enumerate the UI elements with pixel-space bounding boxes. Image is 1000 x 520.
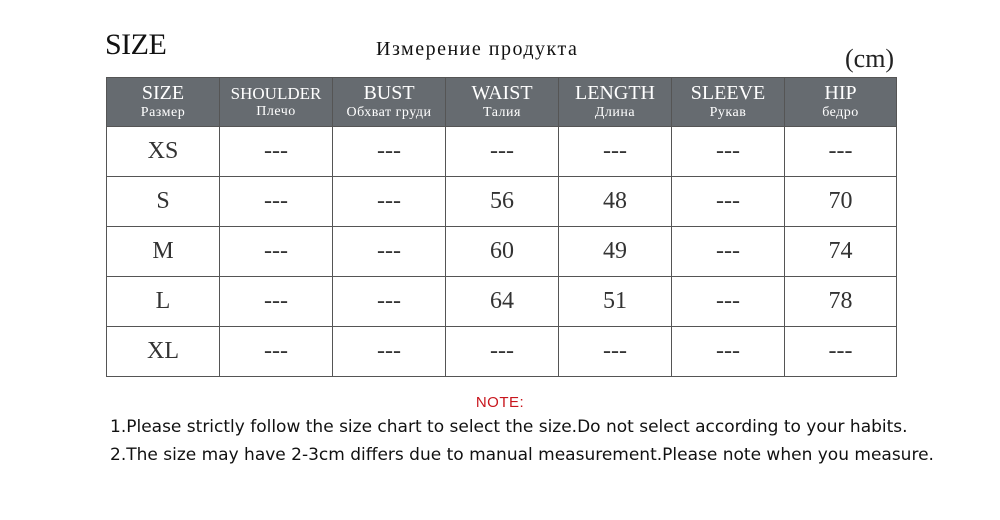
length-cell: 49 bbox=[559, 227, 672, 277]
sleeve-cell: --- bbox=[672, 177, 785, 227]
column-header-length: LENGTH Длина bbox=[559, 78, 672, 127]
table-row bbox=[107, 127, 897, 177]
note-line-2: 2.The size may have 2-3cm differs due to manual measurement.Please note when you measure. bbox=[110, 445, 934, 465]
size-chart-table bbox=[106, 77, 897, 377]
waist-cell: 60 bbox=[446, 227, 559, 277]
table-row bbox=[107, 177, 897, 227]
size-title: SIZE bbox=[105, 28, 167, 61]
column-header-hip: HIP бедро bbox=[785, 78, 897, 127]
bust-cell: --- bbox=[333, 277, 446, 327]
table-row bbox=[107, 227, 897, 277]
length-cell: 48 bbox=[559, 177, 672, 227]
bust-cell: --- bbox=[333, 127, 446, 177]
waist-cell: 56 bbox=[446, 177, 559, 227]
note-line-1: 1.Please strictly follow the size chart to select the size.Do not select according to your habits. bbox=[110, 417, 908, 437]
column-header-size: SIZE Размер bbox=[107, 78, 220, 127]
sleeve-cell: --- bbox=[672, 277, 785, 327]
table-header-row bbox=[107, 78, 897, 127]
hip-cell: --- bbox=[785, 127, 897, 177]
bust-cell: --- bbox=[333, 327, 446, 377]
product-measurement-title: Измерение продукта bbox=[376, 38, 579, 60]
hip-cell: --- bbox=[785, 327, 897, 377]
length-cell: --- bbox=[559, 327, 672, 377]
size-cell: M bbox=[107, 227, 220, 277]
unit-label: (cm) bbox=[845, 44, 895, 73]
bust-cell: --- bbox=[333, 177, 446, 227]
sleeve-cell: --- bbox=[672, 327, 785, 377]
shoulder-cell: --- bbox=[220, 277, 333, 327]
column-header-shoulder: SHOULDER Плечо bbox=[220, 78, 333, 127]
size-cell: XL bbox=[107, 327, 220, 377]
hip-cell: 78 bbox=[785, 277, 897, 327]
size-cell: XS bbox=[107, 127, 220, 177]
column-header-waist: WAIST Талия bbox=[446, 78, 559, 127]
column-header-bust: BUST Обхват груди bbox=[333, 78, 446, 127]
size-cell: S bbox=[107, 177, 220, 227]
waist-cell: --- bbox=[446, 127, 559, 177]
bust-cell: --- bbox=[333, 227, 446, 277]
hip-cell: 74 bbox=[785, 227, 897, 277]
column-header-sleeve: SLEEVE Рукав bbox=[672, 78, 785, 127]
length-cell: 51 bbox=[559, 277, 672, 327]
waist-cell: 64 bbox=[446, 277, 559, 327]
shoulder-cell: --- bbox=[220, 127, 333, 177]
table-row bbox=[107, 277, 897, 327]
size-cell: L bbox=[107, 277, 220, 327]
sleeve-cell: --- bbox=[672, 127, 785, 177]
sleeve-cell: --- bbox=[672, 227, 785, 277]
table-row bbox=[107, 327, 897, 377]
shoulder-cell: --- bbox=[220, 177, 333, 227]
shoulder-cell: --- bbox=[220, 327, 333, 377]
note-title: NOTE: bbox=[475, 394, 525, 411]
waist-cell: --- bbox=[446, 327, 559, 377]
length-cell: --- bbox=[559, 127, 672, 177]
shoulder-cell: --- bbox=[220, 227, 333, 277]
hip-cell: 70 bbox=[785, 177, 897, 227]
